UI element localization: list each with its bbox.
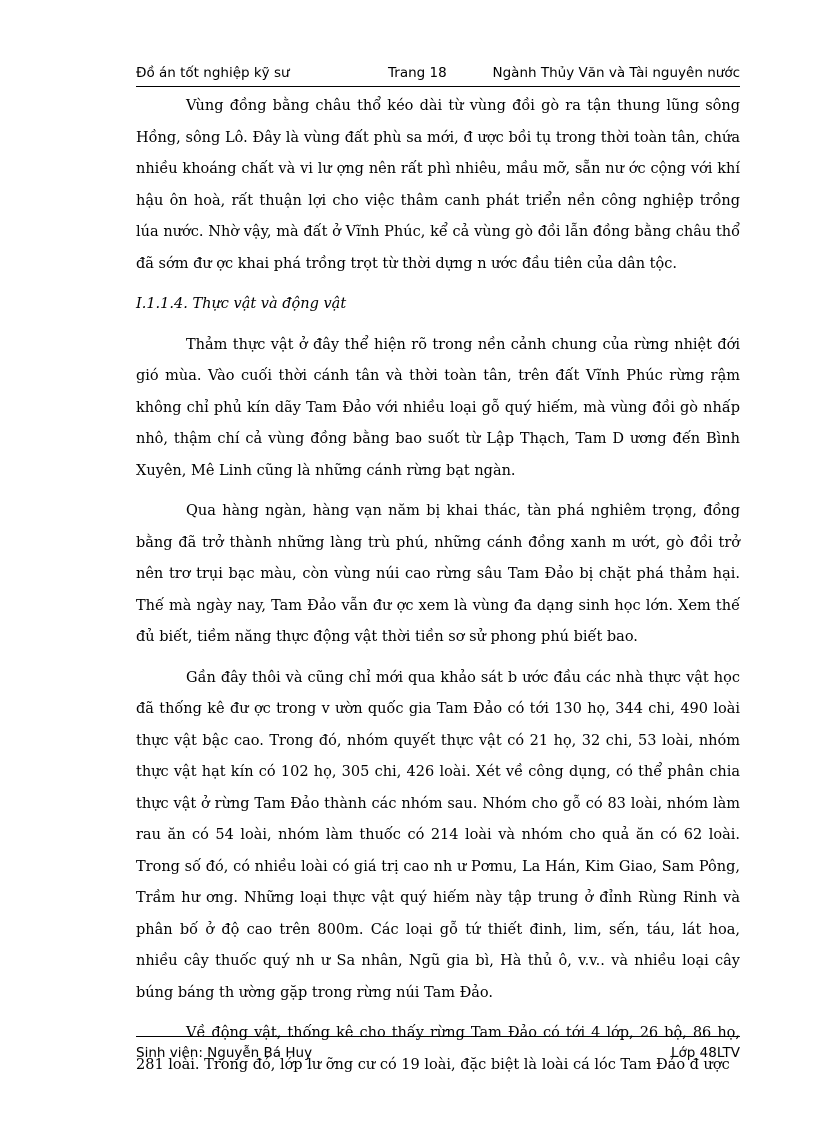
- paragraph-flora-statistics: Gần đây thôi và cũng chỉ mới qua khảo sát b ước đầu các nhà thực vật học đã thống kê đư ợc trong v ườn quốc gia Tam Đảo có tới 130 họ, 344 chi, 490 loài thực vật bậc cao. Trong đó, nhóm quyết thực vật có 21 họ, 32 chi, 53 loài, nhóm thực vật hạt kín có 102 họ, 305 chi, 426 loài. Xét về công dụng, có thể phân chia thực vật ở rừng Tam Đảo thành các nhóm sau. Nhóm cho gỗ có 83 loài, nhóm làm rau ăn có 54 loài, nhóm làm thuốc có 214 loài và nhóm cho quả ăn có 62 loài. Trong số đó, có nhiều loài có giá trị cao nh ư Pơmu, La Hán, Kim Giao, Sam Pông, Trầm hư ơng. Những loại thực vật quý hiếm này tập trung ở đỉnh Rùng Rinh và phân bố ở độ cao trên 800m. Các loại gỗ tứ thiết đinh, lim, sến, táu, lát hoa, nhiều cây thuốc quý nh ư Sa nhân, Ngũ gia bì, Hà thủ ô, v.v.. và nhiều loại cây búng báng th ường gặp trong rừng núi Tam Đảo.: [136, 669, 740, 1001]
- paragraph-fauna: Về động vật, thống kê cho thấy rừng Tam Đảo có tới 4 lớp, 26 bộ, 86 họ, 281 loài. Trong đó, lớp lư ỡng cư có 19 loài, đặc biệt là loài cá lóc Tam Đảo đ ược: [136, 1025, 740, 1073]
- header-document-title: Đồ án tốt nghiệp kỹ sư: [136, 65, 290, 81]
- paragraph-delta-region: Vùng đồng bằng châu thổ kéo dài từ vùng đồi gò ra tận thung lũng sông Hồng, sông Lô. Đây là vùng đất phù sa mới, đ ược bồi tụ trong thời toàn tân, chứa nhiều khoáng chất và vi lư ợng nên rất phì nhiêu, mầu mỡ, sẵn nư ớc cộng với khí hậu ôn hoà, rất thuận lợi cho việc thâm canh phát triển nền công nghiệp trồng lúa nước. Nhờ vậy, mà đất ở Vĩnh Phúc, kể cả vùng gò đồi lẫn đồng bằng châu thổ đã sớm đư ợc khai phá trồng trọt từ thời dựng n ước đầu tiên của dân tộc.: [136, 98, 740, 272]
- paragraph-vegetation: Thảm thực vật ở đây thể hiện rõ trong nền cảnh chung của rừng nhiệt đới gió mùa. Vào cuối thời cánh tân và thời toàn tân, trên đất Vĩnh Phúc rừng rậm không chỉ phủ kín dãy Tam Đảo với nhiều loại gỗ quý hiếm, mà vùng đồi gò nhấp nhô, thậm chí cả vùng đồng bằng bao suốt từ Lập Thạch, Tam D ương đến Bình Xuyên, Mê Linh cũng là những cánh rừng bạt ngàn.: [136, 336, 740, 479]
- footer-class: Lớp 48LTV: [671, 1045, 740, 1061]
- paragraph-exploitation: Qua hàng ngàn, hàng vạn năm bị khai thác, tàn phá nghiêm trọng, đồng bằng đã trở thành những làng trù phú, những cánh đồng xanh m ướt, gò đồi trở nên trơ trụi bạc màu, còn vùng núi cao rừng sâu Tam Đảo bị chặt phá thảm hại. Thế mà ngày nay, Tam Đảo vẫn đư ợc xem là vùng đa dạng sinh học lớn. Xem thế đủ biết, tiềm năng thực động vật thời tiền sơ sử phong phú biết bao.: [136, 503, 740, 645]
- page-footer: [136, 1036, 740, 1065]
- footer-student-name: Sinh viên: Nguyễn Bá Huy: [136, 1045, 313, 1061]
- page-body: [136, 91, 740, 1081]
- page-header: [136, 60, 740, 87]
- section-heading: I.1.1.4. Thực vật và động vật: [136, 296, 347, 312]
- header-department: Ngành Thủy Văn và Tài nguyên nước: [492, 65, 740, 81]
- header-page-number: Trang 18: [388, 65, 447, 81]
